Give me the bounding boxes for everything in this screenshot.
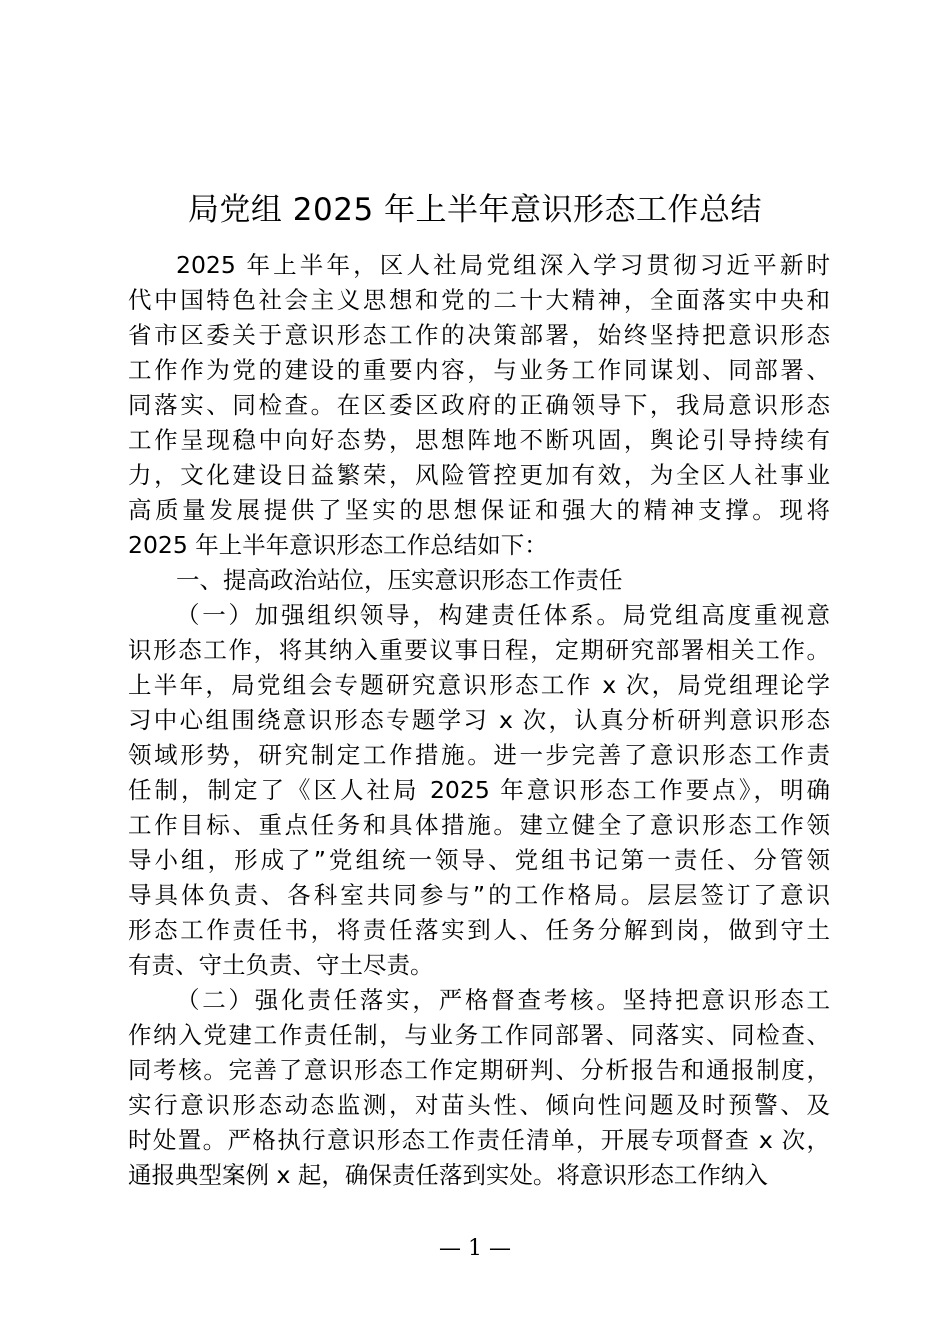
text-line: 导小组，形成了”党组统一领导、党组书记第一责任、分管领 [128,846,830,874]
subsection-2 [128,983,830,1193]
text-line: 高质量发展提供了坚实的思想保证和强大的精神支撑。现将 [128,496,830,524]
text-line: 作纳入党建工作责任制，与业务工作同部署、同落实、同检查、 [128,1021,830,1049]
text-line: 通报典型案例 x 起，确保责任落到实处。将意识形态工作纳入 [128,1161,768,1189]
text-line: 同落实、同检查。在区委区政府的正确领导下，我局意识形态 [128,391,830,419]
text-line: 领域形势，研究制定工作措施。进一步完善了意识形态工作责 [128,741,830,769]
text-line: （一）加强组织领导，构建责任体系。局党组高度重视意 [176,601,830,629]
text-line: 2025 年上半年意识形态工作总结如下： [128,531,548,559]
text-line: 习中心组围绕意识形态专题学习 x 次，认真分析研判意识形态 [128,706,830,734]
text-line: 一、提高政治站位，压实意识形态工作责任 [176,566,623,594]
text-line: 有责、守土负责、守土尽责。 [128,951,434,979]
text-line: 省市区委关于意识形态工作的决策部署，始终坚持把意识形态 [128,321,830,349]
subsection-1 [128,598,830,983]
text-line: 任制，制定了《区人社局 2025 年意识形态工作要点》，明确 [128,776,830,804]
intro-paragraph [128,248,830,563]
document-title: 局党组 2025 年上半年意识形态工作总结 [187,192,763,228]
text-line: 同考核。完善了意识形态工作定期研判、分析报告和通报制度， [128,1056,830,1084]
text-line: 识形态工作，将其纳入重要议事日程，定期研究部署相关工作。 [128,636,830,664]
text-line: 工作目标、重点任务和具体措施。建立健全了意识形态工作领 [128,811,830,839]
text-line: 力，文化建设日益繁荣，风险管控更加有效，为全区人社事业 [128,461,830,489]
text-line: 时处置。严格执行意识形态工作责任清单，开展专项督查 x 次， [128,1126,830,1154]
text-line: 工作呈现稳中向好态势，思想阵地不断巩固，舆论引导持续有 [128,426,830,454]
page-number: — 1 — [439,1236,511,1261]
text-line: 导具体负责、各科室共同参与”的工作格局。层层签订了意识 [128,881,830,909]
section-heading-1 [128,563,830,598]
text-line: 实行意识形态动态监测，对苗头性、倾向性问题及时预警、及 [128,1091,830,1119]
text-line: 2025 年上半年，区人社局党组深入学习贯彻习近平新时 [176,251,830,279]
text-line: 形态工作责任书，将责任落实到人、任务分解到岗，做到守土 [128,916,830,944]
text-line: 代中国特色社会主义思想和党的二十大精神，全面落实中央和 [128,286,830,314]
document-body [128,248,830,1193]
text-line: 上半年，局党组会专题研究意识形态工作 x 次，局党组理论学 [128,671,830,699]
text-line: 工作作为党的建设的重要内容，与业务工作同谋划、同部署、 [128,356,830,384]
text-line: （二）强化责任落实，严格督查考核。坚持把意识形态工 [176,986,830,1014]
